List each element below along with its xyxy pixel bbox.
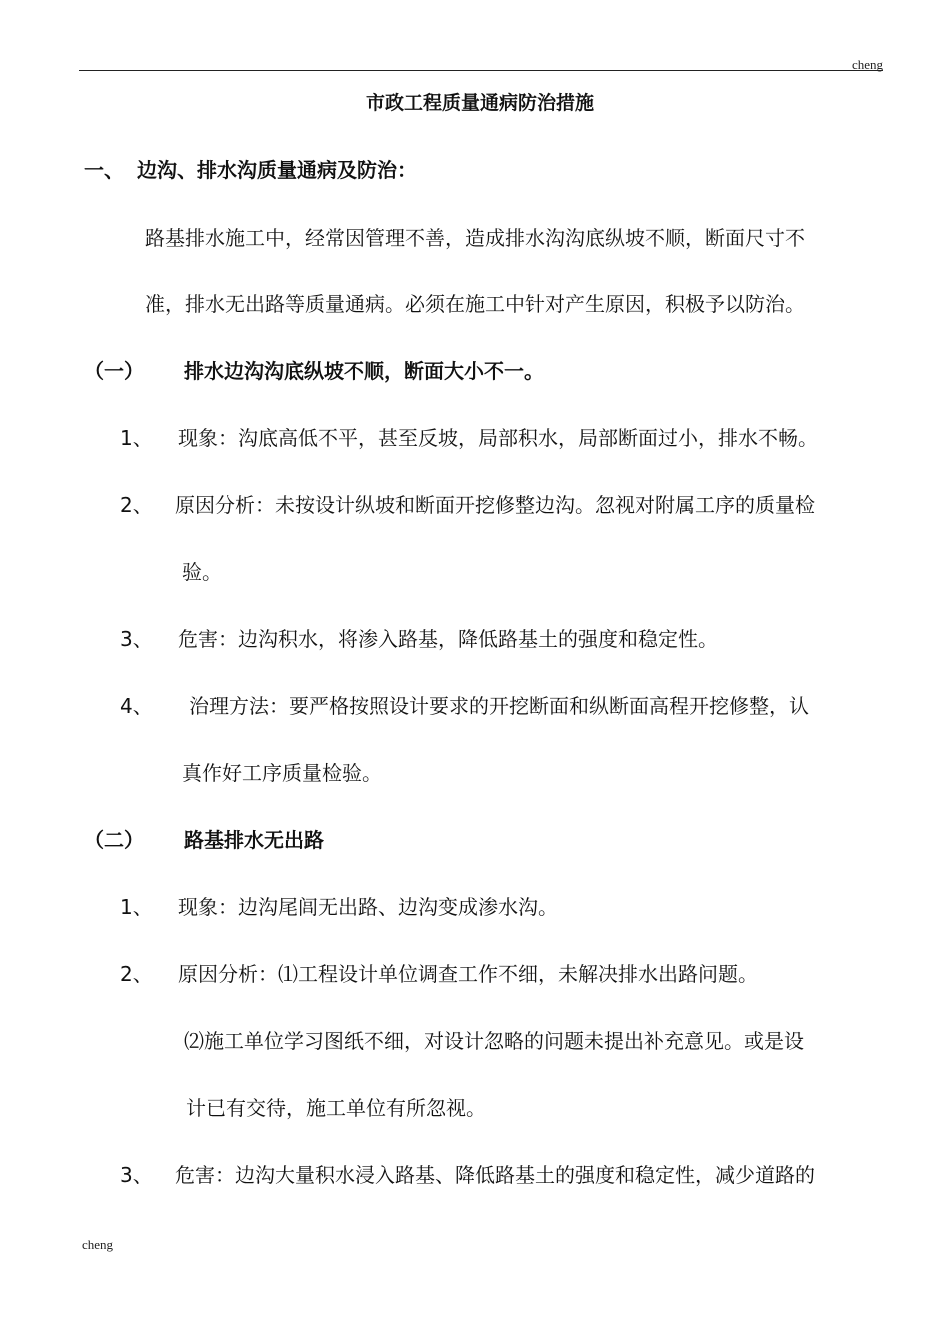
list-item-text-continued: 验。 (182, 560, 222, 584)
list-item-number: 4、 (120, 694, 153, 718)
list-item-number: 1、 (120, 895, 153, 919)
list-item-text-continued: ⑵施工单位学习图纸不细，对设计忽略的问题未提出补充意见。或是设 (184, 1029, 804, 1053)
list-item-text: 现象：边沟尾闾无出路、边沟变成渗水沟。 (178, 895, 558, 919)
list-item-text: 危害：边沟大量积水浸入路基、降低路基土的强度和稳定性，减少道路的 (175, 1163, 815, 1187)
list-item-text: 现象：沟底高低不平，甚至反坡，局部积水，局部断面过小，排水不畅。 (178, 426, 818, 450)
section-heading: 边沟、排水沟质量通病及防治： (137, 158, 417, 182)
list-item-text: 原因分析：未按设计纵坡和断面开挖修整边沟。忽视对附属工序的质量检 (175, 493, 815, 517)
subsection-number: （一） (84, 359, 144, 383)
list-item-number: 3、 (120, 1163, 153, 1187)
subsection-number: （二） (84, 828, 144, 852)
list-item-text: 危害：边沟积水，将渗入路基，降低路基土的强度和稳定性。 (178, 627, 718, 651)
list-item-number: 2、 (120, 962, 153, 986)
page-header-text: cheng (851, 57, 883, 72)
list-item-number: 3、 (120, 627, 153, 651)
subsection-heading: 排水边沟沟底纵坡不顺，断面大小不一。 (184, 359, 544, 383)
subsection-heading: 路基排水无出路 (184, 828, 324, 852)
list-item-text-continued: 真作好工序质量检验。 (182, 761, 382, 785)
page-footer-text: cheng (82, 1237, 114, 1252)
intro-paragraph-line: 准，排水无出路等质量通病。必须在施工中针对产生原因，积极予以防治。 (145, 292, 805, 316)
header-rule (79, 70, 883, 71)
list-item-text-continued: 计已有交待，施工单位有所忽视。 (186, 1096, 486, 1120)
list-item-number: 2、 (120, 493, 153, 517)
list-item-text: 治理方法：要严格按照设计要求的开挖断面和纵断面高程开挖修整，认 (189, 694, 809, 718)
document-title: 市政工程质量通病防治措施 (365, 92, 594, 114)
intro-paragraph-line: 路基排水施工中，经常因管理不善，造成排水沟沟底纵坡不顺，断面尺寸不 (145, 226, 805, 250)
section-number: 一、 (84, 158, 124, 182)
list-item-text: 原因分析：⑴工程设计单位调查工作不细，未解决排水出路问题。 (178, 962, 758, 986)
list-item-number: 1、 (120, 426, 153, 450)
